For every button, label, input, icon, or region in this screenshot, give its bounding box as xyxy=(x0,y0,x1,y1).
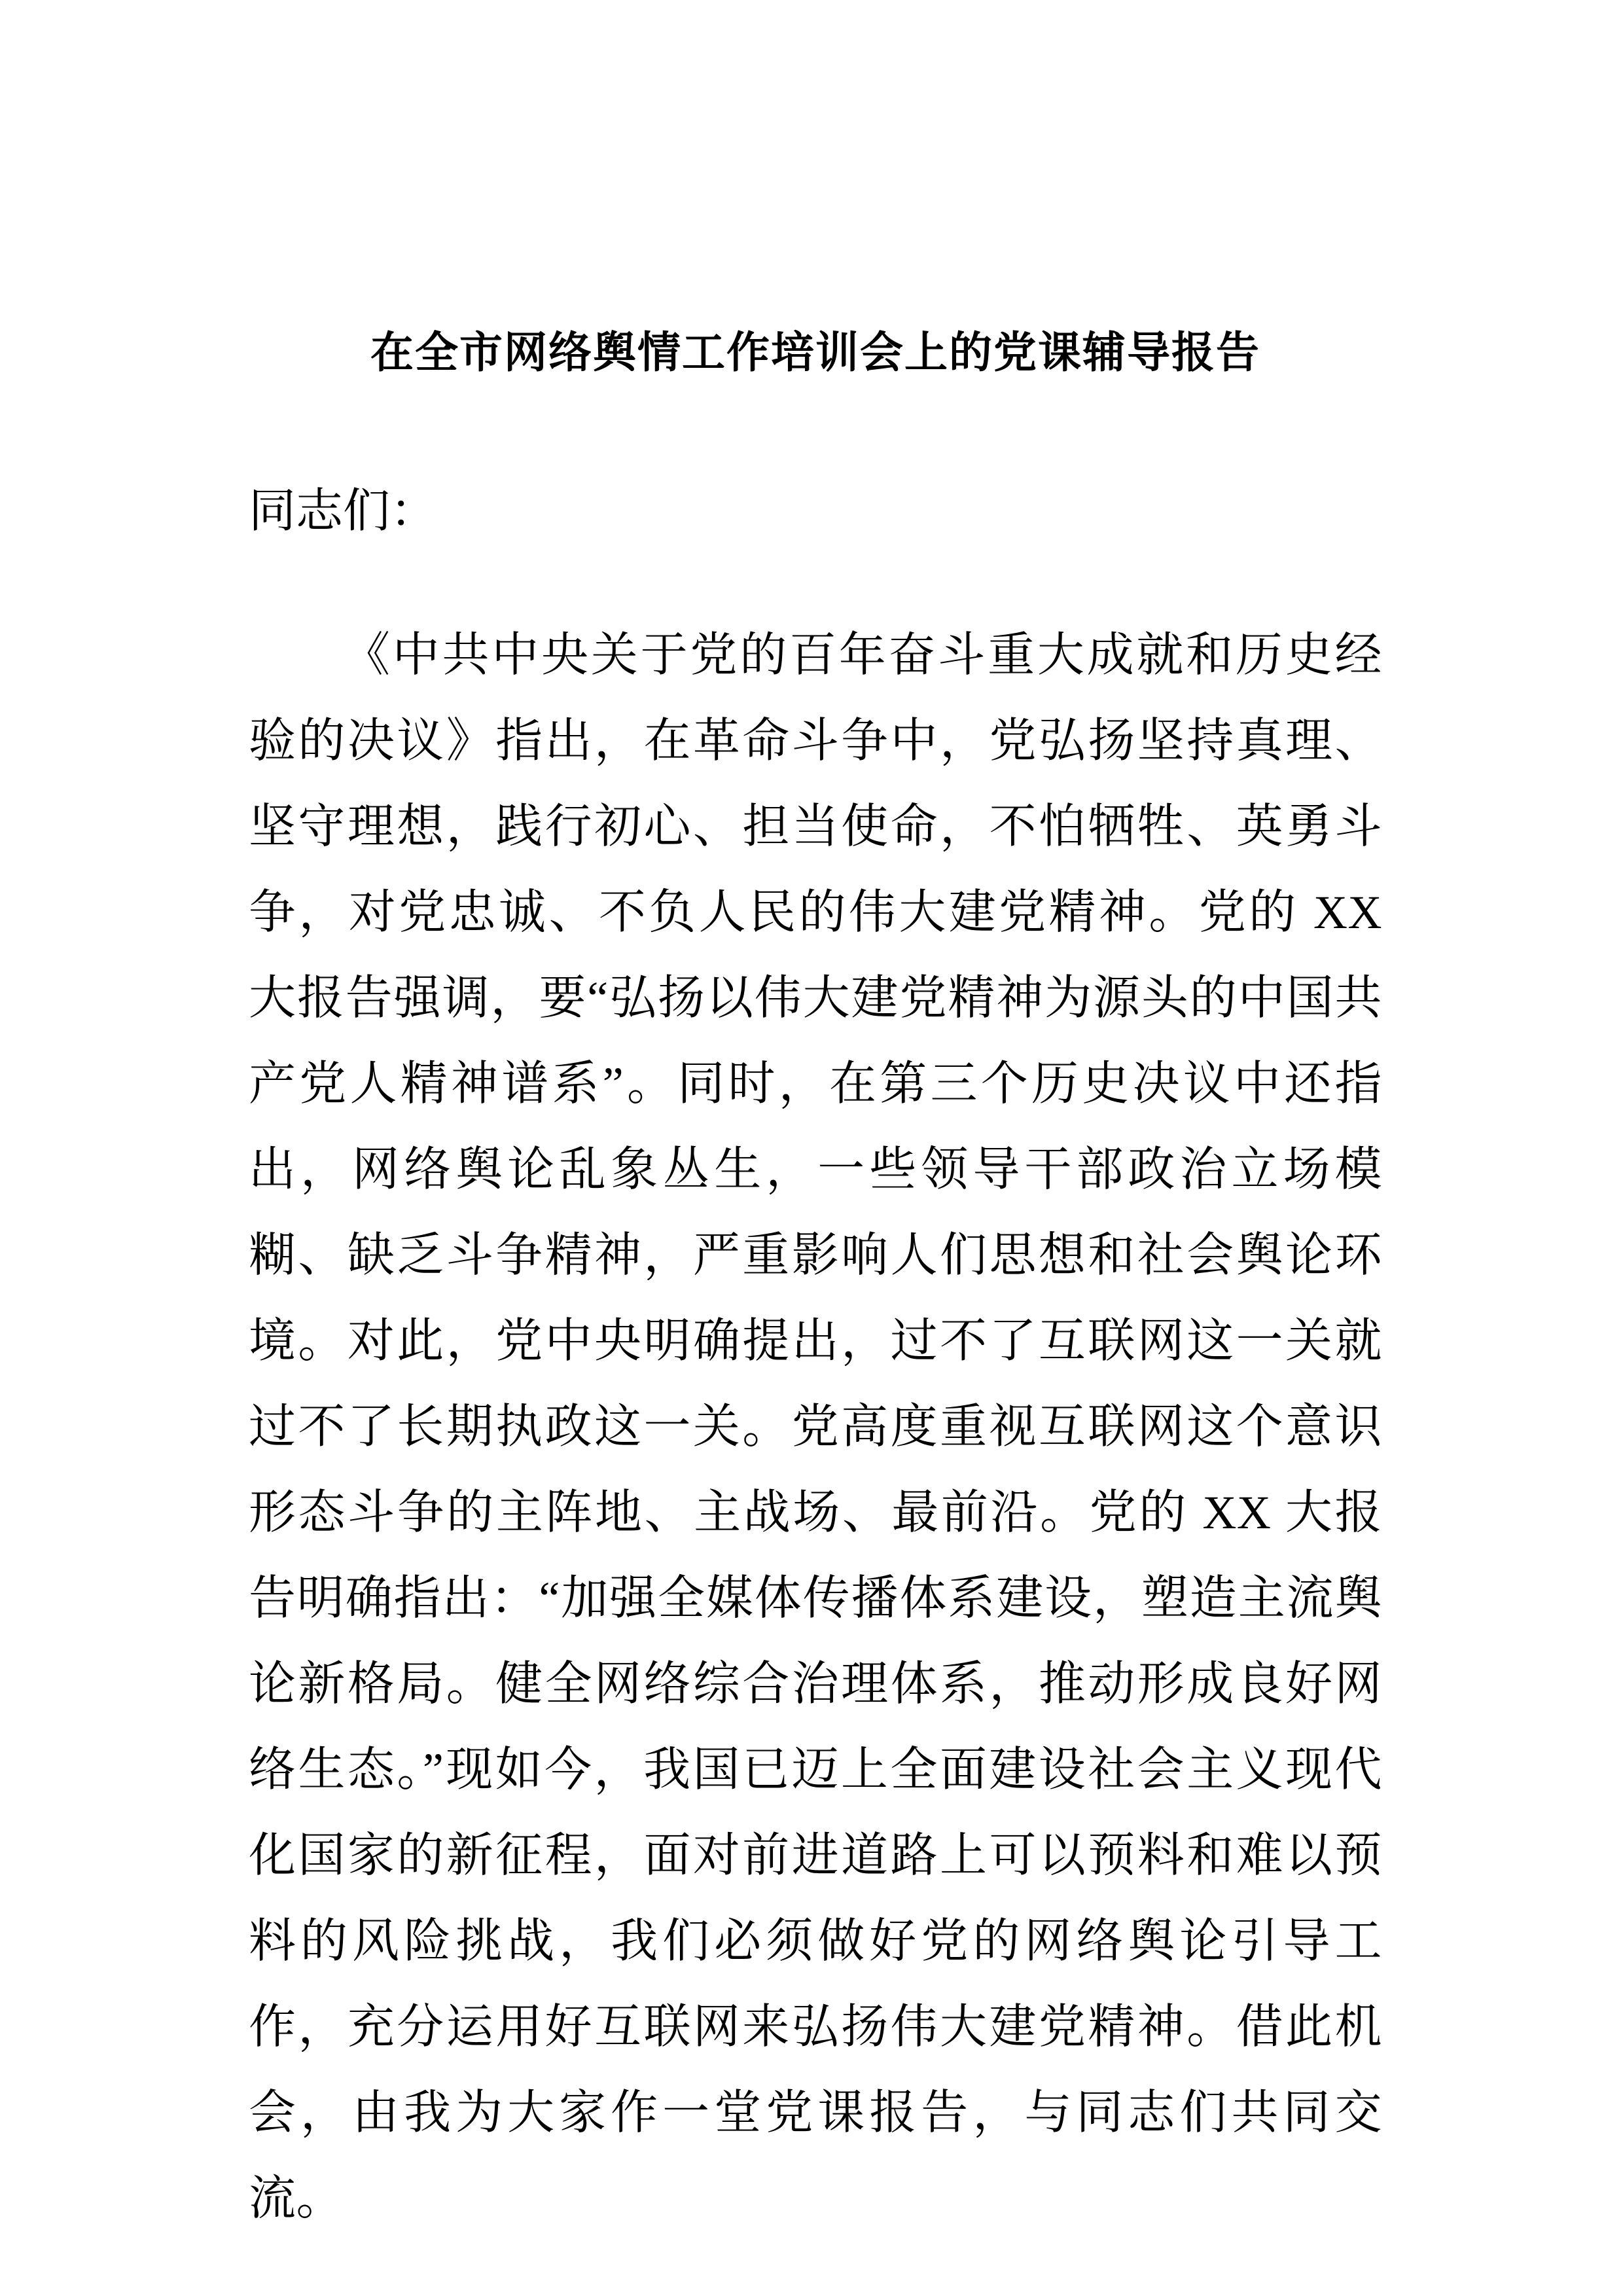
salutation-line: 同志们： xyxy=(249,485,438,537)
body-paragraph: 《中共中央关于党的百年奋斗重大成就和历史经验的决议》指出，在革命斗争中，党弘扬坚持真理、坚守理想，践行初心、担当使命，不怕牺牲、英勇斗争，对党忠诚、不负人民的伟大建党精神。党的 XX 大报告强调，要“弘扬以伟大建党精神为源头的中国共产党人精神谱系”。同时，在第三个历史决议中还指出，网络舆论乱象丛生，一些领导干部政治立场模糊、缺乏斗争精神，严重影响人们思想和社会舆论环境。对此，党中央明确提出，过不了互联网这一关就过不了长期执政这一关。党高度重视互联网这个意识形态斗争的主阵地、主战场、最前沿。党的 XX 大报告明确指出：“加强全媒体传播体系建设，塑造主流舆论新格局。健全网络综合治理体系，推动形成良好网络生态。”现如今，我国已迈上全面建设社会主义现代化国家的新征程，面对前进道路上可以预料和难以预料的风险挑战，我们必须做好党的网络舆论引导工作，充分运用好互联网来弘扬伟大建党精神。借此机会，由我为大家作一堂党课报告，与同志们共同交流。 xyxy=(249,629,1382,2225)
document-title: 在全市网络舆情工作培训会上的党课辅导报告 xyxy=(370,328,1260,376)
